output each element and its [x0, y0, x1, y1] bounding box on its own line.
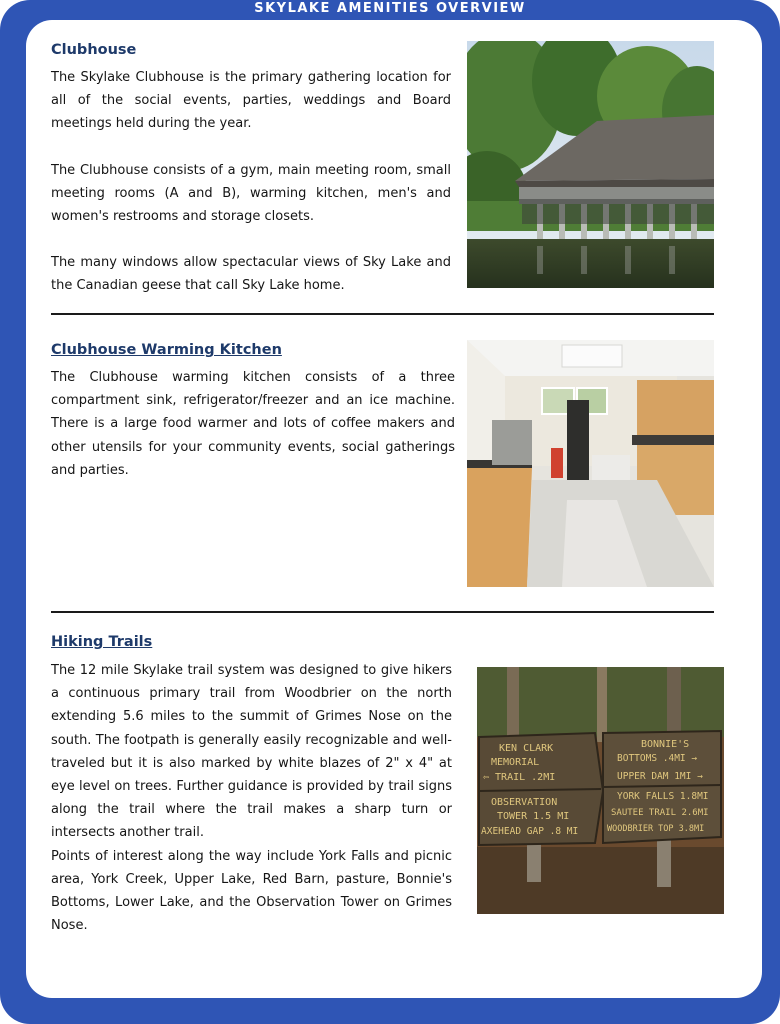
trails-text: [51, 659, 452, 937]
sign-left-line-6: AXEHEAD GAP .8 MI: [481, 826, 579, 837]
trail-sign-photo: [477, 667, 724, 914]
sign-right-line-2: BOTTOMS .4MI →: [617, 753, 698, 764]
clubhouse-heading: Clubhouse: [51, 42, 137, 58]
clubhouse-text: [51, 66, 451, 298]
kitchen-heading: Clubhouse Warming Kitchen: [51, 342, 282, 358]
clubhouse-paragraph-1: The Skylake Clubhouse is the primary gathering location for all of the social events, parties, weddings and Board meetings held during the year.: [51, 70, 451, 132]
sign-left-line-2: MEMORIAL: [491, 757, 540, 768]
trails-paragraph-2: Points of interest along the way include York Falls and picnic area, York Creek, Upper Lake, Red Barn, pasture, Bonnie's Bottoms, Lower Lake, and the Observation Tower on Grimes Nose.: [51, 848, 452, 934]
kitchen-paragraph-1: The Clubhouse warming kitchen consists of a three compartment sink, refrigerator/freezer and an ice machine. There is a large food warmer and lots of coffee makers and other utensils for your community events, social gatherings and parties.: [51, 370, 455, 478]
kitchen-text: [51, 366, 455, 482]
sign-right-line-4: YORK FALLS 1.8MI: [617, 791, 709, 802]
sign-right-line-3: UPPER DAM 1MI →: [617, 771, 703, 782]
sign-right-line-5: SAUTEE TRAIL 2.6MI: [611, 808, 709, 818]
clubhouse-photo: [467, 41, 714, 288]
trails-paragraph-1: The 12 mile Skylake trail system was designed to give hikers a continuous primary trail from Woodbrier on the north extending 5.6 miles to the summit of Grimes Nose on the south. The footpath is generally easily recognizable and well-traveled but it is also marked by white blazes of 2" x 4" at eye level on trees. Further guidance is provided by trail signs along the trail where the trail makes a sharp turn or intersects another trail.: [51, 663, 452, 841]
section-divider-2: [51, 611, 714, 613]
section-divider-1: [51, 313, 714, 315]
page-title: SKYLAKE AMENITIES OVERVIEW: [254, 1, 526, 16]
sign-right-line-6: WOODBRIER TOP 3.8MI: [607, 824, 705, 834]
sign-right-line-1: BONNIE'S: [641, 739, 690, 750]
trails-heading: Hiking Trails: [51, 634, 153, 650]
sign-left-line-3: ⇦ TRAIL .2MI: [483, 772, 556, 783]
clubhouse-paragraph-3: The many windows allow spectacular views of Sky Lake and the Canadian geese that call Sky Lake home.: [51, 255, 451, 294]
sign-left-line-5: TOWER 1.5 MI: [497, 811, 570, 822]
sign-left-line-4: OBSERVATION: [491, 797, 558, 808]
sign-left-line-1: KEN CLARK: [499, 743, 554, 754]
kitchen-photo: [467, 340, 714, 587]
clubhouse-paragraph-2: The Clubhouse consists of a gym, main meeting room, small meeting rooms (A and B), warming kitchen, men's and women's restrooms and storage closets.: [51, 162, 451, 225]
